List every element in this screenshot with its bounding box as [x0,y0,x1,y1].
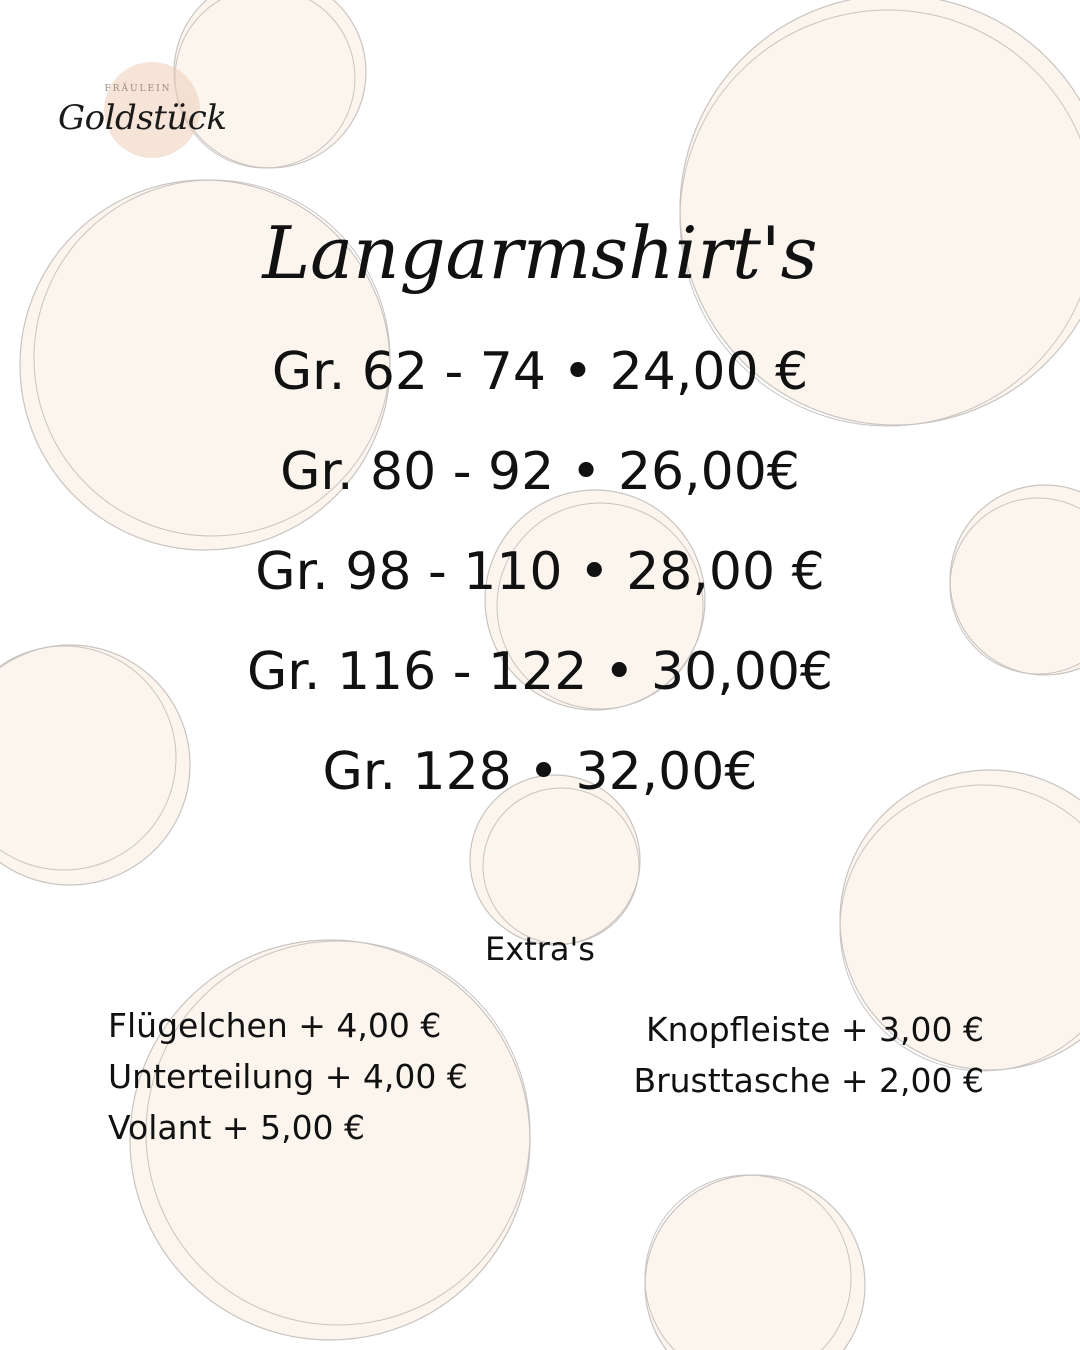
price-row: Gr. 128 • 32,00€ [322,742,758,802]
extra-item: Volant + 5,00 € [108,1108,366,1147]
price-row: Gr. 98 - 110 • 28,00 € [255,542,825,602]
logo-main-text: Goldstück [58,98,227,138]
brand-logo [58,62,227,172]
price-list [0,322,1080,822]
extra-item: Flügelchen + 4,00 € [108,1006,442,1045]
page-title: Langarmshirt's [262,211,818,295]
extras-left-list [108,1000,528,1153]
extra-item: Brusttasche + 2,00 € [633,1061,984,1100]
extra-item: Knopfleiste + 3,00 € [646,1010,984,1049]
price-row: Gr. 80 - 92 • 26,00€ [280,442,800,502]
price-row: Gr. 62 - 74 • 24,00 € [271,342,809,402]
price-row: Gr. 116 - 122 • 30,00€ [247,642,833,702]
extra-item: Unterteilung + 4,00 € [108,1057,468,1096]
extras-heading: Extra's [485,930,595,968]
logo-small-text: FRÄULEIN [104,84,172,94]
decor-circle [645,1175,865,1350]
extras-right-list [560,1004,984,1106]
